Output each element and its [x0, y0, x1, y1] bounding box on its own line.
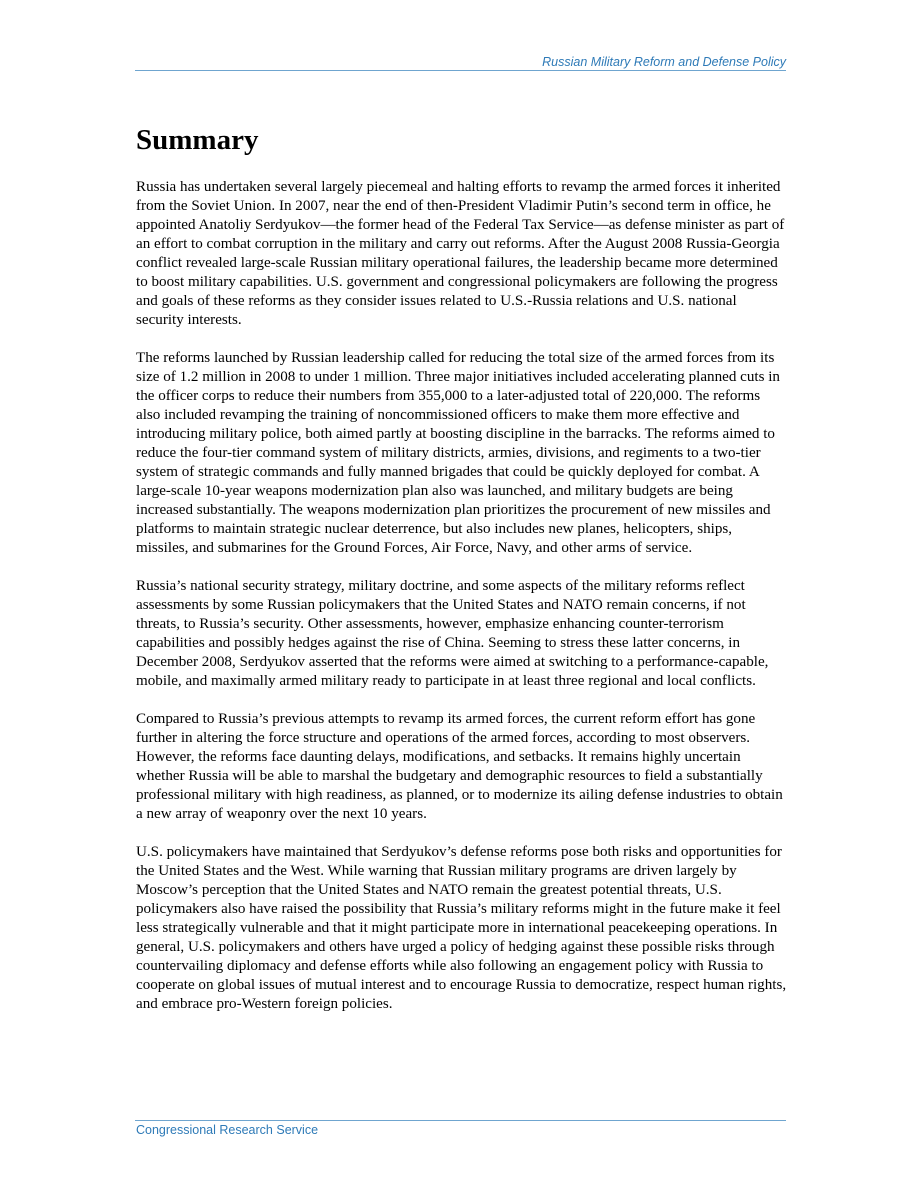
summary-body: [136, 178, 788, 1033]
paragraph: Russia’s national security strategy, military doctrine, and some aspects of the military reforms reflect assessments by some Russian policymakers that the United States and NATO remain concerns, if not threats, to Russia’s security. Other assessments, however, emphasize enhancing counter-terrorism capabilities and possibly hedges against the rise of China. Seeming to stress these latter concerns, in December 2008, Serdyukov asserted that the reforms were aimed at switching to a performance-capable, mobile, and maximally armed military ready to participate in at least three regional and local conflicts.: [136, 578, 769, 689]
paragraph: Russia has undertaken several largely piecemeal and halting efforts to revamp the armed forces it inherited from the Soviet Union. In 2007, near the end of then-President Vladimir Putin’s second term in office, he appointed Anatoliy Serdyukov—the former head of the Federal Tax Service—as defense minister as part of an effort to combat corruption in the military and carry out reforms. After the August 2008 Russia-Georgia conflict revealed large-scale Russian military operational failures, the leadership became more determined to boost military capabilities. U.S. government and congressional policymakers are following the progress and goals of these reforms as they consider issues related to U.S.-Russia relations and U.S. national security interests.: [136, 179, 785, 328]
paragraph: The reforms launched by Russian leadership called for reducing the total size of the armed forces from its size of 1.2 million in 2008 to under 1 million. Three major initiatives included accelerating planned cuts in the officer corps to reduce their numbers from 355,000 to a later-adjusted total of 220,000. The reforms also included revamping the training of noncommissioned officers to make them more effective and introducing military police, both aimed partly at boosting discipline in the barracks. The reforms aimed to reduce the four-tier command system of military districts, armies, divisions, and regiments to a two-tier system of strategic commands and fully manned brigades that could be quickly deployed for combat. A large-scale 10-year weapons modernization plan also was launched, and military budgets are being increased substantially. The weapons modernization plan prioritizes the procurement of new missiles and platforms to maintain strategic nuclear deterrence, but also includes new planes, helicopters, ships, missiles, and submarines for the Ground Forces, Air Force, Navy, and other arms of service.: [136, 350, 780, 556]
running-header: Russian Military Reform and Defense Policy: [542, 55, 786, 69]
paragraph: U.S. policymakers have maintained that Serdyukov’s defense reforms pose both risks and opportunities for the United States and the West. While warning that Russian military programs are driven largely by Moscow’s perception that the United States and NATO remain the greatest potential threats, U.S. policymakers also have raised the possibility that Russia’s military reforms might in the future make it feel less strategically vulnerable and that it might participate more in international peacekeeping operations. In general, U.S. policymakers and others have urged a policy of hedging against these possible risks through countervailing diplomacy and defense efforts while also following an engagement policy with Russia to cooperate on global issues of mutual interest and to encourage Russia to democratize, respect human rights, and embrace pro-Western foreign policies.: [136, 844, 787, 1012]
paragraph: Compared to Russia’s previous attempts to revamp its armed forces, the current reform effort has gone further in altering the force structure and operations of the armed forces, according to most observers. However, the reforms face daunting delays, modifications, and setbacks. It remains highly uncertain whether Russia will be able to marshal the budgetary and demographic resources to field a substantially professional military with high readiness, as planned, or to modernize its ailing defense industries to obtain a new array of weaponry over the next 10 years.: [136, 711, 783, 822]
footer-divider: [135, 1120, 786, 1121]
header-divider: [135, 70, 786, 71]
running-footer: Congressional Research Service: [136, 1123, 319, 1137]
section-title: Summary: [136, 124, 259, 156]
